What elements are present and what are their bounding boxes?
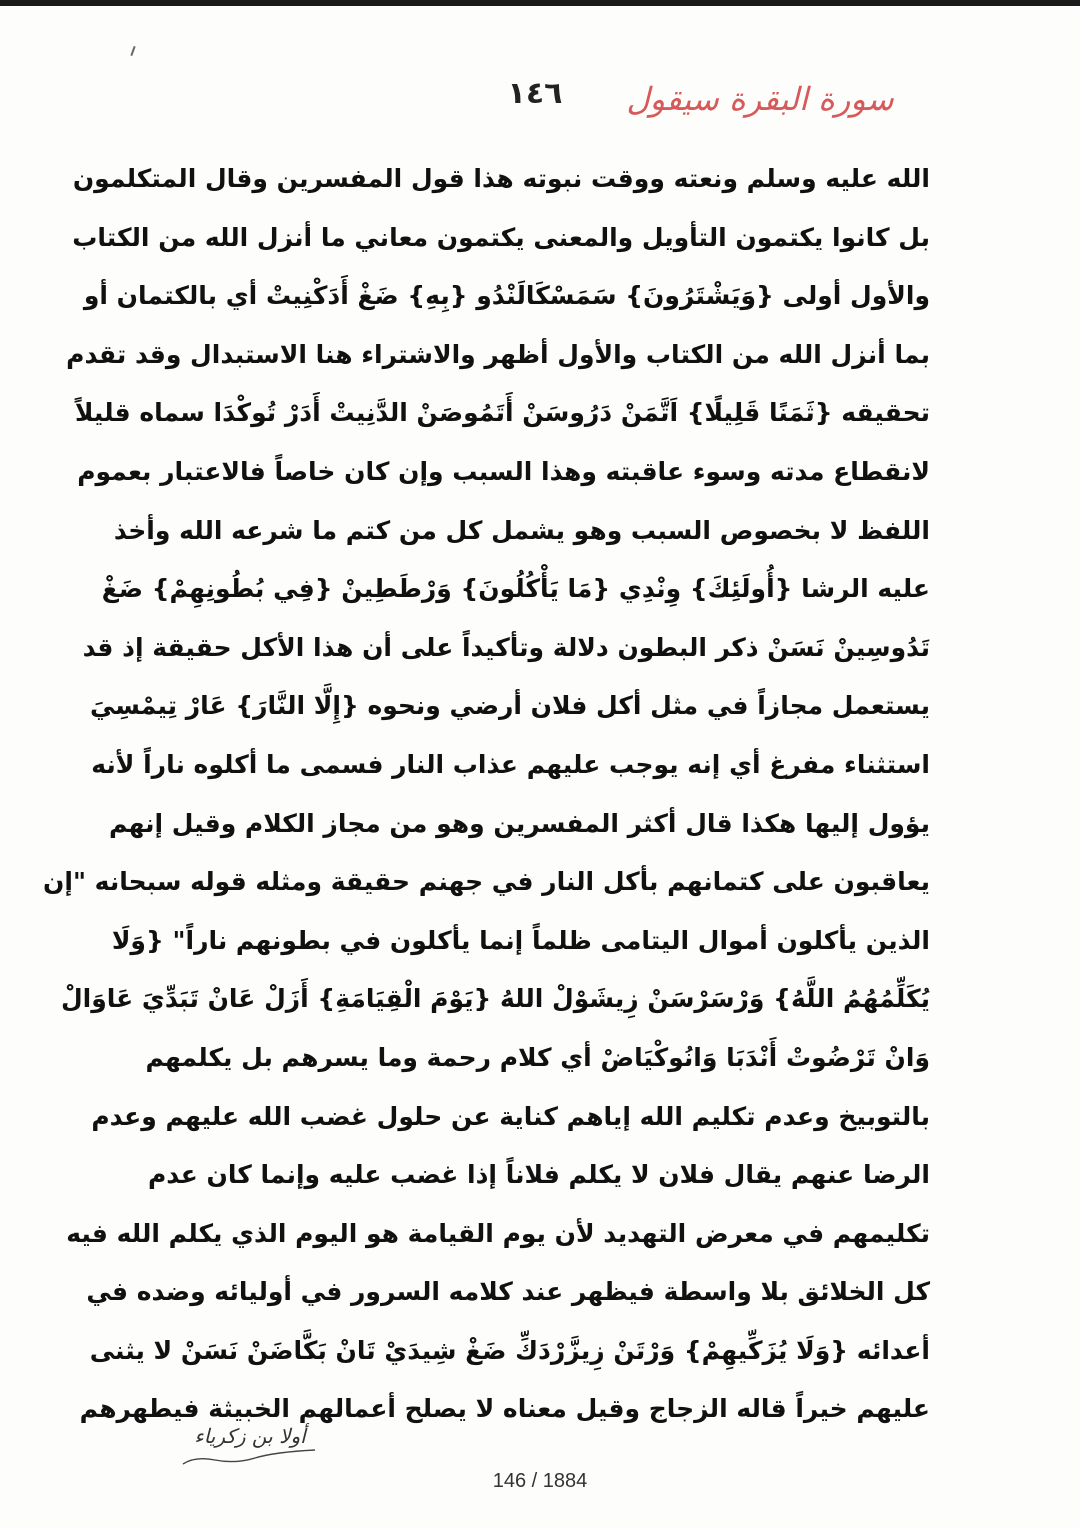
text-line: يستعمل مجازاً في مثل أكل فلان أرضي ونحوه {إِلَّا النَّارَ} عَارْ تِيمْسِيَ: [89, 691, 930, 721]
text-line: وَانْ تَرْضُوتْ أَنْدَبَا وَانُوكْيَاضْ أي كلام رحمة وما يسرهم بل يكلمهم: [145, 1042, 930, 1072]
text-line: تكليمهم في معرض التهديد لأن يوم القيامة هو اليوم الذي يكلم الله فيه: [66, 1218, 930, 1248]
handwritten-signature: [175, 1420, 325, 1470]
signature-stroke: [175, 1420, 325, 1470]
surah-heading-handwritten: سورة البقرة سيقول: [626, 80, 894, 118]
text-line: بل كانوا يكتمون التأويل والمعنى يكتمون معاني ما أنزل الله من الكتاب: [72, 222, 930, 252]
text-line: كل الخلائق بلا واسطة فيظهر عند كلامه السرور في أوليائه وضده في: [86, 1277, 930, 1307]
text-line: تَدُوسِينْ نَسَنْ ذكر البطون دلالة وتأكيداً على أن هذا الأكل حقيقة إذ قد: [82, 632, 930, 662]
text-line: تحقيقه {ثَمَنًا قَلِيلًا} اَتَّمَنْ دَرُوسَنْ أَتَمُوصَنْ الدَّنِيتْ أَدَرْ تُوكْدَا سماه قليلاً: [74, 398, 930, 428]
stray-pen-mark: [130, 46, 135, 56]
text-line: الله عليه وسلم ونعته ووقت نبوته هذا قول المفسرين وقال المتكلمون: [72, 164, 930, 193]
text-line: يؤول إليها هكذا قال أكثر المفسرين وهو من مجاز الكلام وقيل إنهم: [109, 808, 930, 838]
text-line: استثناء مفرغ أي إنه يوجب عليهم عذاب النار فسمى ما أكلوه ناراً لأنه: [91, 749, 930, 779]
text-line: الرضا عنهم يقال فلان لا يكلم فلاناً إذا غضب عليه وإنما كان عدم: [147, 1160, 930, 1190]
signature-text: أولا بن زكرياء: [194, 1424, 306, 1448]
page-number-arabic: ١٤٦: [507, 76, 563, 111]
text-line: والأول أولى {وَيَشْتَرُونَ} سَمَسْكَالَنْدُو {بِهِ} ضَغْ أَدَكْنِيتْ أي بالكتمان أو: [83, 281, 930, 311]
text-line: عليهم خيراً قاله الزجاج وقيل معناه لا يصلح أعمالهم الخبيثة فيطهرهم: [79, 1394, 930, 1424]
text-line: أعدائه {وَلَا يُزَكِّيهِمْ} وَرْتَنْ زِيزَّرْدَكِّ ضَغْ شِيدَيْ تَانْ بَكَّاضَنْ نَسَنْ لا يثنى: [89, 1335, 930, 1365]
body-text: [43, 150, 930, 1424]
text-line: يُكَلِّمُهُمُ اللَّهُ} وَرْسَرْسَنْ زِيشَوْلْ اللهُ {يَوْمَ الْقِيَامَةِ} أَزَلْ عَانْ تَبَدِّيَ عَاوَالْ: [60, 984, 930, 1014]
text-line: اللفظ لا بخصوص السبب وهو يشمل كل من كتم ما شرعه الله وأخذ: [113, 515, 930, 545]
text-line: يعاقبون على كتمانهم بأكل النار في جهنم حقيقة ومثله قوله سبحانه "إن: [43, 867, 930, 897]
text-line: بما أنزل الله من الكتاب والأول أظهر والاشتراء هنا الاستبدال وقد تقدم: [66, 339, 930, 369]
text-line: بالتوبيخ وعدم تكليم الله إياهم كناية عن حلول غضب الله عليهم وعدم: [91, 1101, 930, 1131]
text-line: الذين يأكلون أموال اليتامى ظلماً إنما يأكلون في بطونهم ناراً" {وَلَا: [111, 925, 930, 955]
text-line: لانقطاع مدته وسوء عاقبته وهذا السبب وإن كان خاصاً فالاعتبار بعموم: [77, 456, 930, 486]
pdf-page-counter: 146 / 1884: [492, 1470, 588, 1492]
text-line: عليه الرشا {أُولَئِكَ} وِنْدِي {مَا يَأْكُلُونَ} وَرْطَطِينْ {فِي بُطُونِهِمْ} ضَغْ: [101, 574, 930, 604]
